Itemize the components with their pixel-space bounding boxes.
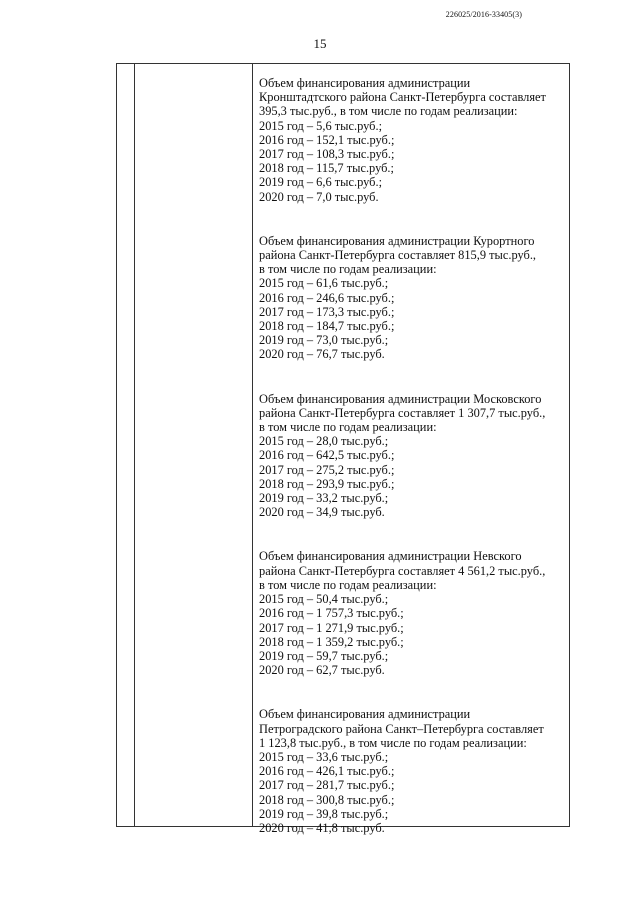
- funding-paragraph: [259, 549, 564, 677]
- funding-paragraph: [259, 76, 564, 204]
- year-amount-line: 2017 год – 275,2 тыс.руб.;: [259, 462, 395, 477]
- year-amount-line: 2015 год – 61,6 тыс.руб.;: [259, 276, 389, 291]
- year-amount-line: 2015 год – 28,0 тыс.руб.;: [259, 434, 389, 449]
- column-divider-1: [134, 64, 135, 826]
- year-amount-line: 2015 год – 50,4 тыс.руб.;: [259, 592, 389, 607]
- funding-block: [259, 76, 564, 204]
- year-amount-line: 2015 год – 5,6 тыс.руб.;: [259, 118, 383, 133]
- funding-paragraph: [259, 392, 564, 520]
- year-amount-line: 2016 год – 246,6 тыс.руб.;: [259, 290, 395, 305]
- year-amount-line: 2020 год – 62,7 тыс.руб.: [259, 663, 385, 678]
- funding-text-line: Петроградского района Санкт–Петербурга составляет: [259, 721, 544, 736]
- year-amount-line: 2019 год – 73,0 тыс.руб.;: [259, 333, 389, 348]
- funding-text-line: Кронштадтского района Санкт-Петербурга составляет: [259, 90, 546, 105]
- funding-table: [116, 63, 570, 835]
- funding-block: [259, 234, 564, 362]
- year-amount-line: 2020 год – 7,0 тыс.руб.: [259, 189, 379, 204]
- year-amount-line: 2016 год – 1 757,3 тыс.руб.;: [259, 606, 404, 621]
- year-amount-line: 2019 год – 33,2 тыс.руб.;: [259, 491, 389, 506]
- funding-block: [259, 549, 564, 677]
- funding-paragraph: [259, 707, 564, 835]
- year-amount-line: 2016 год – 642,5 тыс.руб.;: [259, 448, 395, 463]
- funding-text-line: 1 123,8 тыс.руб., в том числе по годам реализации:: [259, 735, 527, 750]
- year-amount-line: 2020 год – 41,8 тыс.руб.: [259, 820, 385, 835]
- funding-text-line: района Санкт-Петербурга составляет 815,9 тыс.руб.,: [259, 248, 537, 263]
- column-divider-2: [252, 64, 253, 826]
- year-amount-line: 2018 год – 1 359,2 тыс.руб.;: [259, 634, 404, 649]
- funding-text-line: района Санкт-Петербурга составляет 4 561,2 тыс.руб.,: [259, 563, 546, 578]
- year-amount-line: 2017 год – 1 271,9 тыс.руб.;: [259, 620, 404, 635]
- year-amount-line: 2020 год – 76,7 тыс.руб.: [259, 347, 385, 362]
- year-amount-line: 2019 год – 6,6 тыс.руб.;: [259, 175, 383, 190]
- funding-text-line: в том числе по годам реализации:: [259, 420, 437, 435]
- year-amount-line: 2018 год – 293,9 тыс.руб.;: [259, 476, 395, 491]
- year-amount-line: 2016 год – 426,1 тыс.руб.;: [259, 764, 395, 779]
- page-number: 15: [313, 36, 327, 51]
- year-amount-line: 2020 год – 34,9 тыс.руб.: [259, 505, 385, 520]
- funding-text-line: Объем финансирования администрации: [259, 76, 471, 90]
- funding-text-cell: [259, 76, 564, 865]
- year-amount-line: 2017 год – 281,7 тыс.руб.;: [259, 778, 395, 793]
- year-amount-line: 2019 год – 39,8 тыс.руб.;: [259, 806, 389, 821]
- document-code: 226025/2016-33405(3): [445, 10, 522, 19]
- funding-text-line: района Санкт-Петербурга составляет 1 307,7 тыс.руб.,: [259, 405, 546, 420]
- funding-text-line: Объем финансирования администрации Курортного: [259, 233, 535, 248]
- year-amount-line: 2016 год – 152,1 тыс.руб.;: [259, 132, 395, 147]
- year-amount-line: 2019 год – 59,7 тыс.руб.;: [259, 648, 389, 663]
- funding-text-line: Объем финансирования администрации: [259, 707, 471, 722]
- year-amount-line: 2017 год – 173,3 тыс.руб.;: [259, 304, 395, 319]
- funding-text-line: в том числе по годам реализации:: [259, 577, 437, 592]
- funding-text-line: в том числе по годам реализации:: [259, 262, 437, 277]
- funding-text-line: Объем финансирования администрации Невского: [259, 549, 522, 564]
- funding-block: [259, 392, 564, 520]
- funding-paragraph: [259, 234, 564, 362]
- year-amount-line: 2018 год – 184,7 тыс.руб.;: [259, 319, 395, 334]
- funding-text-line: Объем финансирования администрации Московского: [259, 391, 542, 406]
- year-amount-line: 2018 год – 300,8 тыс.руб.;: [259, 792, 395, 807]
- year-amount-line: 2017 год – 108,3 тыс.руб.;: [259, 147, 395, 162]
- year-amount-line: 2015 год – 33,6 тыс.руб.;: [259, 749, 389, 764]
- year-amount-line: 2018 год – 115,7 тыс.руб.;: [259, 161, 394, 176]
- funding-block: [259, 707, 564, 835]
- funding-text-line: 395,3 тыс.руб., в том числе по годам реализации:: [259, 104, 518, 119]
